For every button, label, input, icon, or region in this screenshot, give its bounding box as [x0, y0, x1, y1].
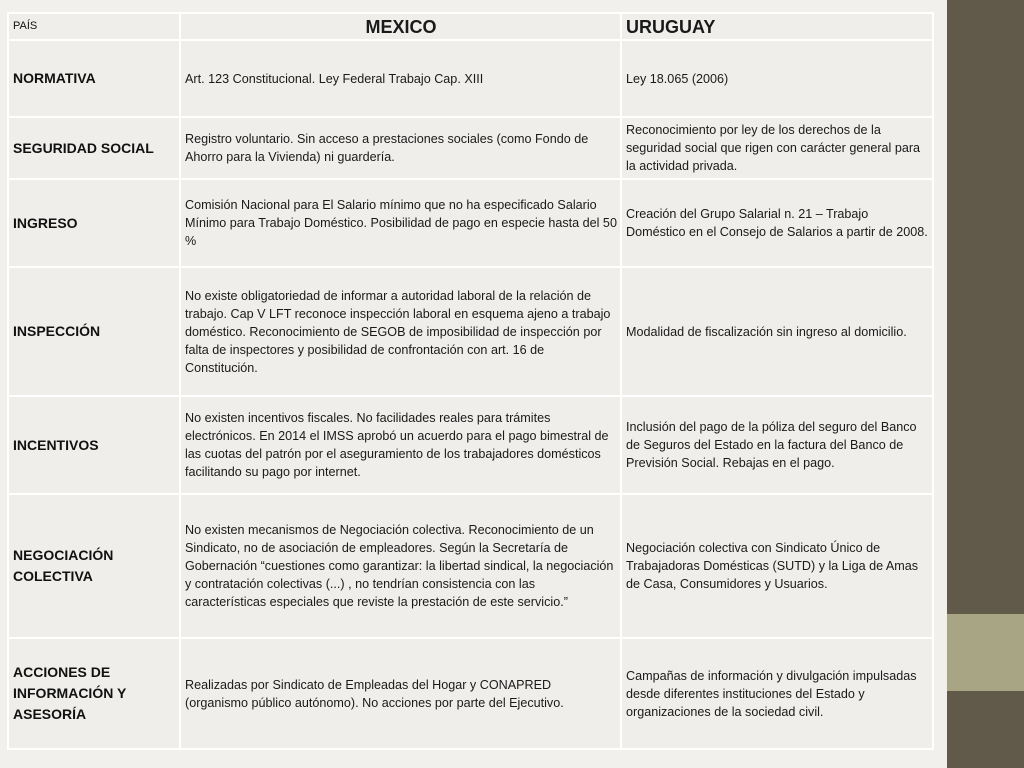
row-label: NEGOCIACIÓN COLECTIVA: [8, 494, 180, 638]
mexico-cell: No existen incentivos fiscales. No facilidades reales para trámites electrónicos. En 2014 el IMSS aprobó un acuerdo para el pago bimestral de las cuotas del patrón por el aseguramiento de los trabajadores domésticos facilitando su pago por internet.: [180, 396, 621, 494]
row-label: NORMATIVA: [8, 40, 180, 117]
mexico-cell: No existen mecanismos de Negociación colectiva. Reconocimiento de un Sindicato, no de asociación de empleadores. Según la Secretaría de Gobernación “cuestiones como garantizar: la libertad sindical, la negociación y contratación colectivas (...) , no tendrían consistencia con las características especiales que reviste la prestación de este servicio.”: [180, 494, 621, 638]
side-decoration-accent: [947, 614, 1024, 691]
uruguay-cell: Negociación colectiva con Sindicato Único de Trabajadoras Domésticas (SUTD) y la Liga de Amas de Casa, Consumidores y Usuarios.: [621, 494, 933, 638]
uruguay-cell: Campañas de información y divulgación impulsadas desde diferentes instituciones del Estado y organizaciones de la sociedad civil.: [621, 638, 933, 749]
header-mexico-cell: MEXICO: [180, 13, 621, 40]
table-row: [8, 117, 933, 179]
mexico-cell: No existe obligatoriedad de informar a autoridad laboral de la relación de trabajo. Cap V LFT reconoce inspección laboral en esquema ajeno a trabajo doméstico. Reconocimiento de SEGOB de imposibilidad de inspección por falta de inspectores y posibilidad de confrontación con art. 16 de Constitución.: [180, 267, 621, 396]
uruguay-cell: Creación del Grupo Salarial n. 21 – Trabajo Doméstico en el Consejo de Salarios a partir de 2008.: [621, 179, 933, 267]
uruguay-cell: Inclusión del pago de la póliza del seguro del Banco de Seguros del Estado en la factura del Banco de Previsión Social. Rebajas en el pago.: [621, 396, 933, 494]
row-label: INSPECCIÓN: [8, 267, 180, 396]
table-row: [8, 494, 933, 638]
table-row: [8, 179, 933, 267]
table-header-row: [8, 13, 933, 40]
comparison-table: [7, 12, 934, 750]
mexico-cell: Comisión Nacional para El Salario mínimo que no ha especificado Salario Mínimo para Trabajo Doméstico. Posibilidad de pago en especie hasta del 50 %: [180, 179, 621, 267]
table-row: [8, 396, 933, 494]
mexico-cell: Registro voluntario. Sin acceso a prestaciones sociales (como Fondo de Ahorro para la Vivienda) ni guardería.: [180, 117, 621, 179]
uruguay-cell: Reconocimiento por ley de los derechos de la seguridad social que rigen con carácter general para la actividad privada.: [621, 117, 933, 179]
row-label: INGRESO: [8, 179, 180, 267]
table-row: [8, 267, 933, 396]
mexico-cell: Realizadas por Sindicato de Empleadas del Hogar y CONAPRED (organismo público autónomo). No acciones por parte del Ejecutivo.: [180, 638, 621, 749]
row-label: ACCIONES DE INFORMACIÓN Y ASESORÍA: [8, 638, 180, 749]
mexico-cell: Art. 123 Constitucional. Ley Federal Trabajo Cap. XIII: [180, 40, 621, 117]
header-uruguay-cell: URUGUAY: [621, 13, 933, 40]
uruguay-cell: Ley 18.065 (2006): [621, 40, 933, 117]
table-row: [8, 638, 933, 749]
header-label-cell: PAÍS: [8, 13, 180, 40]
row-label: INCENTIVOS: [8, 396, 180, 494]
row-label: SEGURIDAD SOCIAL: [8, 117, 180, 179]
uruguay-cell: Modalidad de fiscalización sin ingreso al domicilio.: [621, 267, 933, 396]
table-row: [8, 40, 933, 117]
